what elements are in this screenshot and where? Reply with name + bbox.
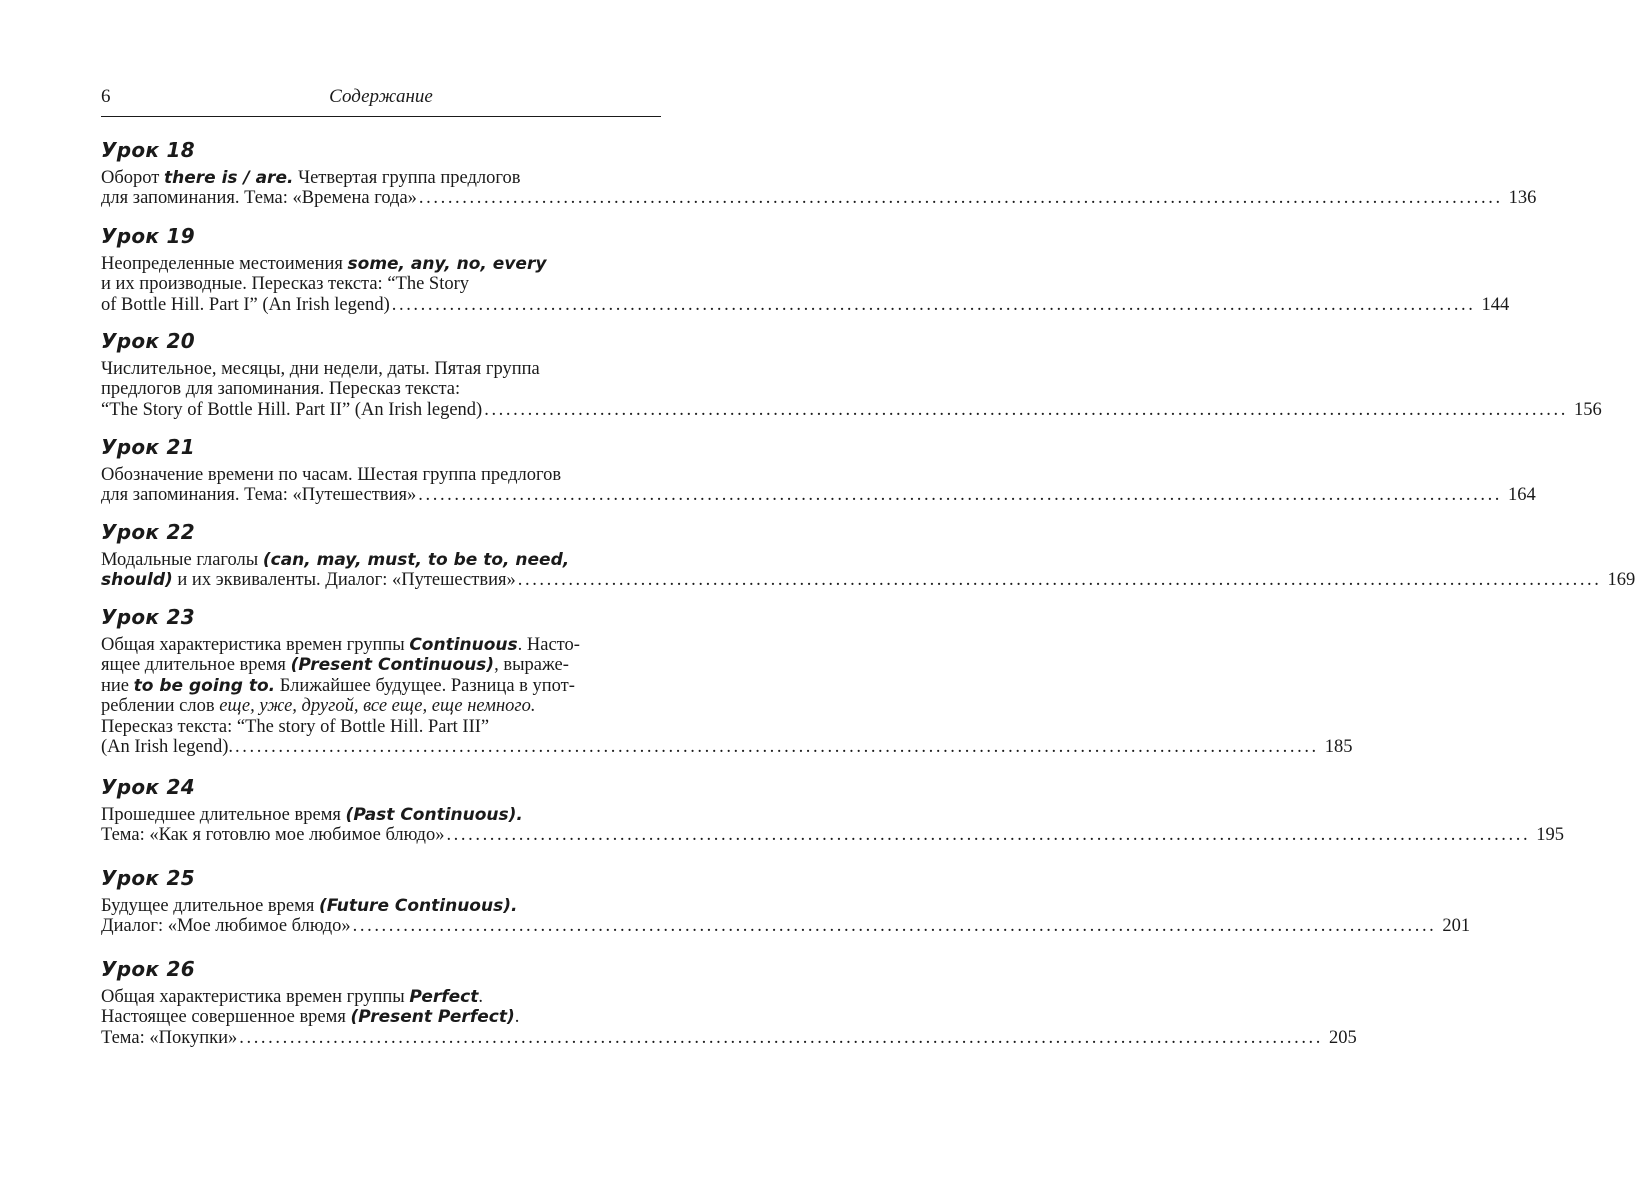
entry-text: Будущее длительное время [101, 896, 319, 916]
lesson-title: Урок 20 [101, 329, 195, 353]
entry-text: Настоящее совершенное время [101, 1007, 351, 1028]
entry-text: Четвертая группа предлогов [293, 168, 521, 188]
page-ref: 164 [1508, 485, 1536, 506]
entry-line [101, 359, 661, 379]
lesson-title: Урок 19 [101, 224, 195, 248]
entry-line-with-page [101, 825, 1564, 846]
entry-line-with-page [101, 399, 1602, 420]
dot-leader: ...................................................................................................................................................... [391, 294, 1476, 315]
entry-line [101, 1007, 661, 1027]
entry-line-text [101, 916, 351, 936]
entry-text-emphasis: should) [101, 570, 173, 591]
page-ref: 136 [1508, 188, 1537, 209]
entry-text-emphasis: some, any, no, every [347, 254, 547, 274]
entry-text: Тема: «Как я готовлю мое любимое блюдо» [101, 825, 445, 846]
entry-text: Прошедшее длительное время [101, 805, 346, 825]
page-ref: 169 [1607, 570, 1635, 591]
header-rule [101, 116, 661, 117]
entry-text: Диалог: «Мое любимое блюдо» [101, 916, 351, 937]
entry-text: . [514, 1007, 520, 1028]
entry-text-emphasis: (Present Perfect) [350, 1007, 515, 1028]
entry-text: Оборот [101, 168, 164, 188]
entry-text: Тема: «Покупки» [101, 1027, 238, 1048]
toc-entry [101, 433, 1536, 506]
entry-line [101, 717, 661, 737]
entry-line-text [101, 825, 444, 845]
entry-text: . Насто- [517, 635, 580, 655]
entry-text: Пересказ текста: “The story of Bottle Hill. Part III” [101, 716, 490, 737]
entry-text: Числительное, месяцы, дни недели, даты. Пятая группа [101, 359, 540, 379]
entry-line-with-page [101, 1027, 1357, 1048]
entry-text: и их эквиваленты. Диалог: «Путешествия» [172, 570, 516, 591]
dot-leader: ...................................................................................................................................................... [239, 1027, 1323, 1048]
toc-entry [101, 136, 1537, 209]
entry-text: Обозначение времени по часам. Шестая группа предлогов [101, 465, 562, 485]
entry-line-text [101, 400, 482, 420]
entry-line [101, 696, 661, 716]
entry-text: Общая характеристика времен группы [101, 635, 410, 655]
page-ref: 205 [1329, 1027, 1357, 1048]
page-ref: 201 [1442, 916, 1471, 937]
entry-line [101, 805, 661, 825]
entry-line-text [101, 1028, 237, 1048]
entry-line-with-page [101, 294, 1510, 315]
entry-text-emphasis: to be going to. [133, 675, 276, 696]
dot-leader: ...................................................................................................................................................... [517, 570, 1602, 591]
lesson-title: Урок 22 [101, 520, 195, 544]
entry-line [101, 379, 661, 399]
entry-line [101, 896, 661, 916]
entry-line-text [101, 737, 233, 757]
entry-line-with-page [101, 188, 1537, 209]
entry-text-emphasis: (can, may, must, to be to, need, [262, 550, 570, 570]
lesson-title: Урок 18 [101, 138, 195, 162]
entry-line [101, 655, 661, 675]
entry-text: Модальные глаголы [101, 550, 263, 570]
entry-line-text [101, 295, 390, 315]
entry-text-italic: еще, уже, другой, все еще, еще немного. [219, 696, 536, 717]
entry-line-text [101, 188, 417, 208]
entry-line [101, 676, 661, 696]
toc-entry [101, 864, 1471, 937]
entry-line [101, 465, 661, 485]
entry-line [101, 550, 661, 570]
entry-line [101, 254, 661, 274]
entry-text: предлогов для запоминания. Пересказ текста: [101, 379, 461, 400]
entry-text-emphasis: there is / are. [164, 168, 294, 188]
page-ref: 185 [1324, 736, 1353, 757]
entry-line [101, 168, 661, 188]
dot-leader: ...................................................................................................................................................... [484, 399, 1568, 420]
entry-line-text [101, 485, 416, 505]
entry-text-emphasis: (Future Continuous). [318, 896, 518, 916]
entry-text: Общая характеристика времен группы [101, 987, 410, 1007]
page-ref: 156 [1573, 399, 1602, 420]
dot-leader: ...................................................................................................................................................... [418, 188, 1503, 209]
dot-leader: ...................................................................................................................................................... [446, 825, 1531, 846]
toc-entry [101, 518, 1635, 591]
page-ref: 195 [1536, 825, 1564, 846]
lesson-title: Урок 23 [101, 605, 195, 629]
entry-text: of Bottle Hill. Part I” (An Irish legend) [101, 294, 390, 315]
toc-entry [101, 222, 1510, 315]
entry-text-emphasis: Perfect [409, 987, 479, 1007]
toc-entry [101, 955, 1357, 1048]
entry-text-emphasis: Continuous [409, 635, 518, 655]
dot-leader: ...................................................................................................................................................... [235, 736, 1319, 757]
page-header [101, 86, 661, 116]
entry-line-with-page [101, 736, 1353, 757]
entry-line-with-page [101, 916, 1471, 937]
entry-text: реблении слов [101, 696, 220, 717]
entry-line-with-page [101, 570, 1635, 591]
entry-text: (An Irish legend). [101, 736, 234, 757]
entry-text: , выраже- [494, 655, 569, 676]
lesson-title: Урок 25 [101, 866, 195, 890]
entry-text: Ближайшее будущее. Разница в упот- [275, 675, 575, 696]
dot-leader: ...................................................................................................................................................... [352, 916, 1437, 937]
toc-entry [101, 773, 1564, 846]
dot-leader: ...................................................................................................................................................... [418, 485, 1503, 506]
entry-text: ние [101, 675, 134, 696]
entry-text: ящее длительное время [101, 655, 291, 676]
lesson-title: Урок 24 [101, 775, 195, 799]
running-title: Содержание [329, 86, 433, 107]
page-ref: 144 [1481, 294, 1510, 315]
entry-text: Неопределенные местоимения [101, 254, 348, 274]
entry-line [101, 635, 661, 655]
page-number: 6 [101, 86, 111, 107]
entry-line [101, 987, 661, 1007]
entry-text-emphasis: (Past Continuous). [345, 805, 523, 825]
entry-line [101, 274, 661, 294]
entry-text: “The Story of Bottle Hill. Part II” (An Irish legend) [101, 399, 483, 420]
entry-text: для запоминания. Тема: «Времена года» [101, 188, 417, 209]
entry-text: . [478, 987, 483, 1007]
entry-line-text [101, 570, 516, 590]
toc-entry [101, 603, 1353, 757]
entry-text-emphasis: (Present Continuous) [290, 655, 495, 676]
entry-text: и их производные. Пересказ текста: “The Story [101, 274, 470, 295]
entry-line-with-page [101, 485, 1536, 506]
toc-entry [101, 327, 1602, 420]
entry-text: для запоминания. Тема: «Путешествия» [101, 485, 417, 506]
lesson-title: Урок 21 [101, 435, 195, 459]
lesson-title: Урок 26 [101, 957, 195, 981]
